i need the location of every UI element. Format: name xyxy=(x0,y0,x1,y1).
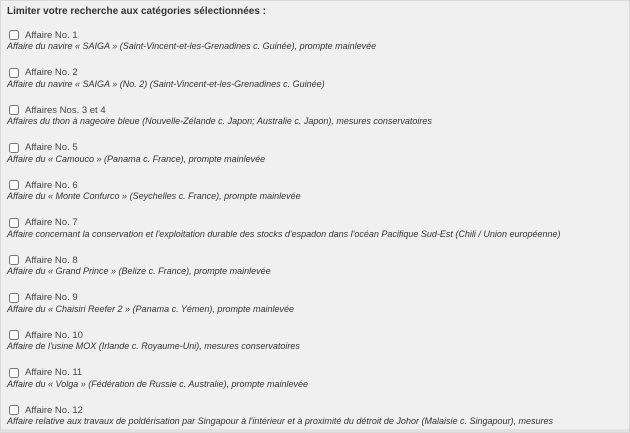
case-item xyxy=(1,178,629,216)
case-list xyxy=(1,28,629,433)
filter-heading: Limiter votre recherche aux catégories sélectionnées : xyxy=(7,6,266,17)
case-checkbox[interactable] xyxy=(9,180,19,190)
case-row[interactable] xyxy=(9,104,106,116)
case-item xyxy=(1,66,629,104)
case-item xyxy=(1,253,629,291)
case-label[interactable]: Affaire No. 8 xyxy=(25,254,78,266)
case-description: Affaire du navire « SAIGA » (Saint-Vincent-et-les-Grenadines c. Guinée), prompte mainlevée xyxy=(7,41,377,51)
case-item xyxy=(1,366,629,404)
case-item xyxy=(1,291,629,329)
case-description: Affaire du « Volga » (Fédération de Russie c. Australie), prompte mainlevée xyxy=(7,378,308,389)
case-checkbox[interactable] xyxy=(9,330,19,340)
case-item xyxy=(1,28,629,66)
case-checkbox[interactable] xyxy=(9,255,19,265)
case-description: Affaire du « Monte Confurco » (Seychelles c. France), prompte mainlevée xyxy=(7,191,301,201)
case-row[interactable] xyxy=(9,217,78,229)
case-description: Affaires du thon à nageoire bleue (Nouvelle-Zélande c. Japon; Australie c. Japon), mesures conservatoires xyxy=(7,116,432,126)
case-row[interactable] xyxy=(9,367,82,379)
case-label[interactable]: Affaire No. 7 xyxy=(25,217,78,228)
case-label[interactable]: Affaire No. 5 xyxy=(25,142,78,153)
case-row[interactable] xyxy=(9,254,78,266)
case-description: Affaire relative aux travaux de poldérisation par Singapour à l'intérieur et à proximité du détroit de Johor (Malaisie c. Singapour), mesures xyxy=(7,416,553,426)
case-label[interactable]: Affaire No. 12 xyxy=(25,404,83,416)
case-checkbox[interactable] xyxy=(9,368,19,378)
case-description: Affaire du navire « SAIGA » (No. 2) (Saint-Vincent-et-les-Grenadines c. Guinée) xyxy=(7,78,325,89)
case-checkbox[interactable] xyxy=(9,30,19,40)
case-description: Affaire du « Grand Prince » (Belize c. France), prompte mainlevée xyxy=(7,266,271,276)
case-description: Affaire concernant la conservation et l'exploitation durable des stocks d'espadon dans l'océan Pacifique Sud-Est (Chili / Union européenne) xyxy=(7,228,561,239)
case-row[interactable] xyxy=(9,292,78,304)
case-item xyxy=(1,328,629,366)
case-description: Affaire du « Camouco » (Panama c. France), prompte mainlevée xyxy=(7,153,266,164)
case-checkbox[interactable] xyxy=(9,68,19,78)
case-label[interactable]: Affaires Nos. 3 et 4 xyxy=(25,104,106,116)
case-checkbox[interactable] xyxy=(9,218,19,228)
case-row[interactable] xyxy=(9,404,83,416)
case-checkbox[interactable] xyxy=(9,105,19,115)
case-checkbox[interactable] xyxy=(9,143,19,153)
case-label[interactable]: Affaire No. 9 xyxy=(25,292,78,303)
case-label[interactable]: Affaire No. 6 xyxy=(25,179,78,191)
case-checkbox[interactable] xyxy=(9,405,19,415)
case-label[interactable]: Affaire No. 1 xyxy=(25,29,78,41)
scrollbar-track[interactable] xyxy=(1,429,629,432)
case-row[interactable] xyxy=(9,67,78,79)
case-item xyxy=(1,216,629,254)
case-label[interactable]: Affaire No. 11 xyxy=(25,367,83,378)
case-label[interactable]: Affaire No. 10 xyxy=(25,329,83,341)
case-item xyxy=(1,141,629,179)
case-row[interactable] xyxy=(9,179,78,191)
case-description: Affaire du « Chaisiri Reefer 2 » (Panama c. Yémen), prompte mainlevée xyxy=(7,303,294,314)
case-item xyxy=(1,103,629,141)
case-row[interactable] xyxy=(9,29,78,41)
case-label[interactable]: Affaire No. 2 xyxy=(25,67,78,78)
case-description: Affaire de l'usine MOX (Irlande c. Royaume-Uni), mesures conservatoires xyxy=(7,341,300,351)
case-row[interactable] xyxy=(9,142,78,154)
case-row[interactable] xyxy=(9,329,83,341)
case-checkbox[interactable] xyxy=(9,293,19,303)
